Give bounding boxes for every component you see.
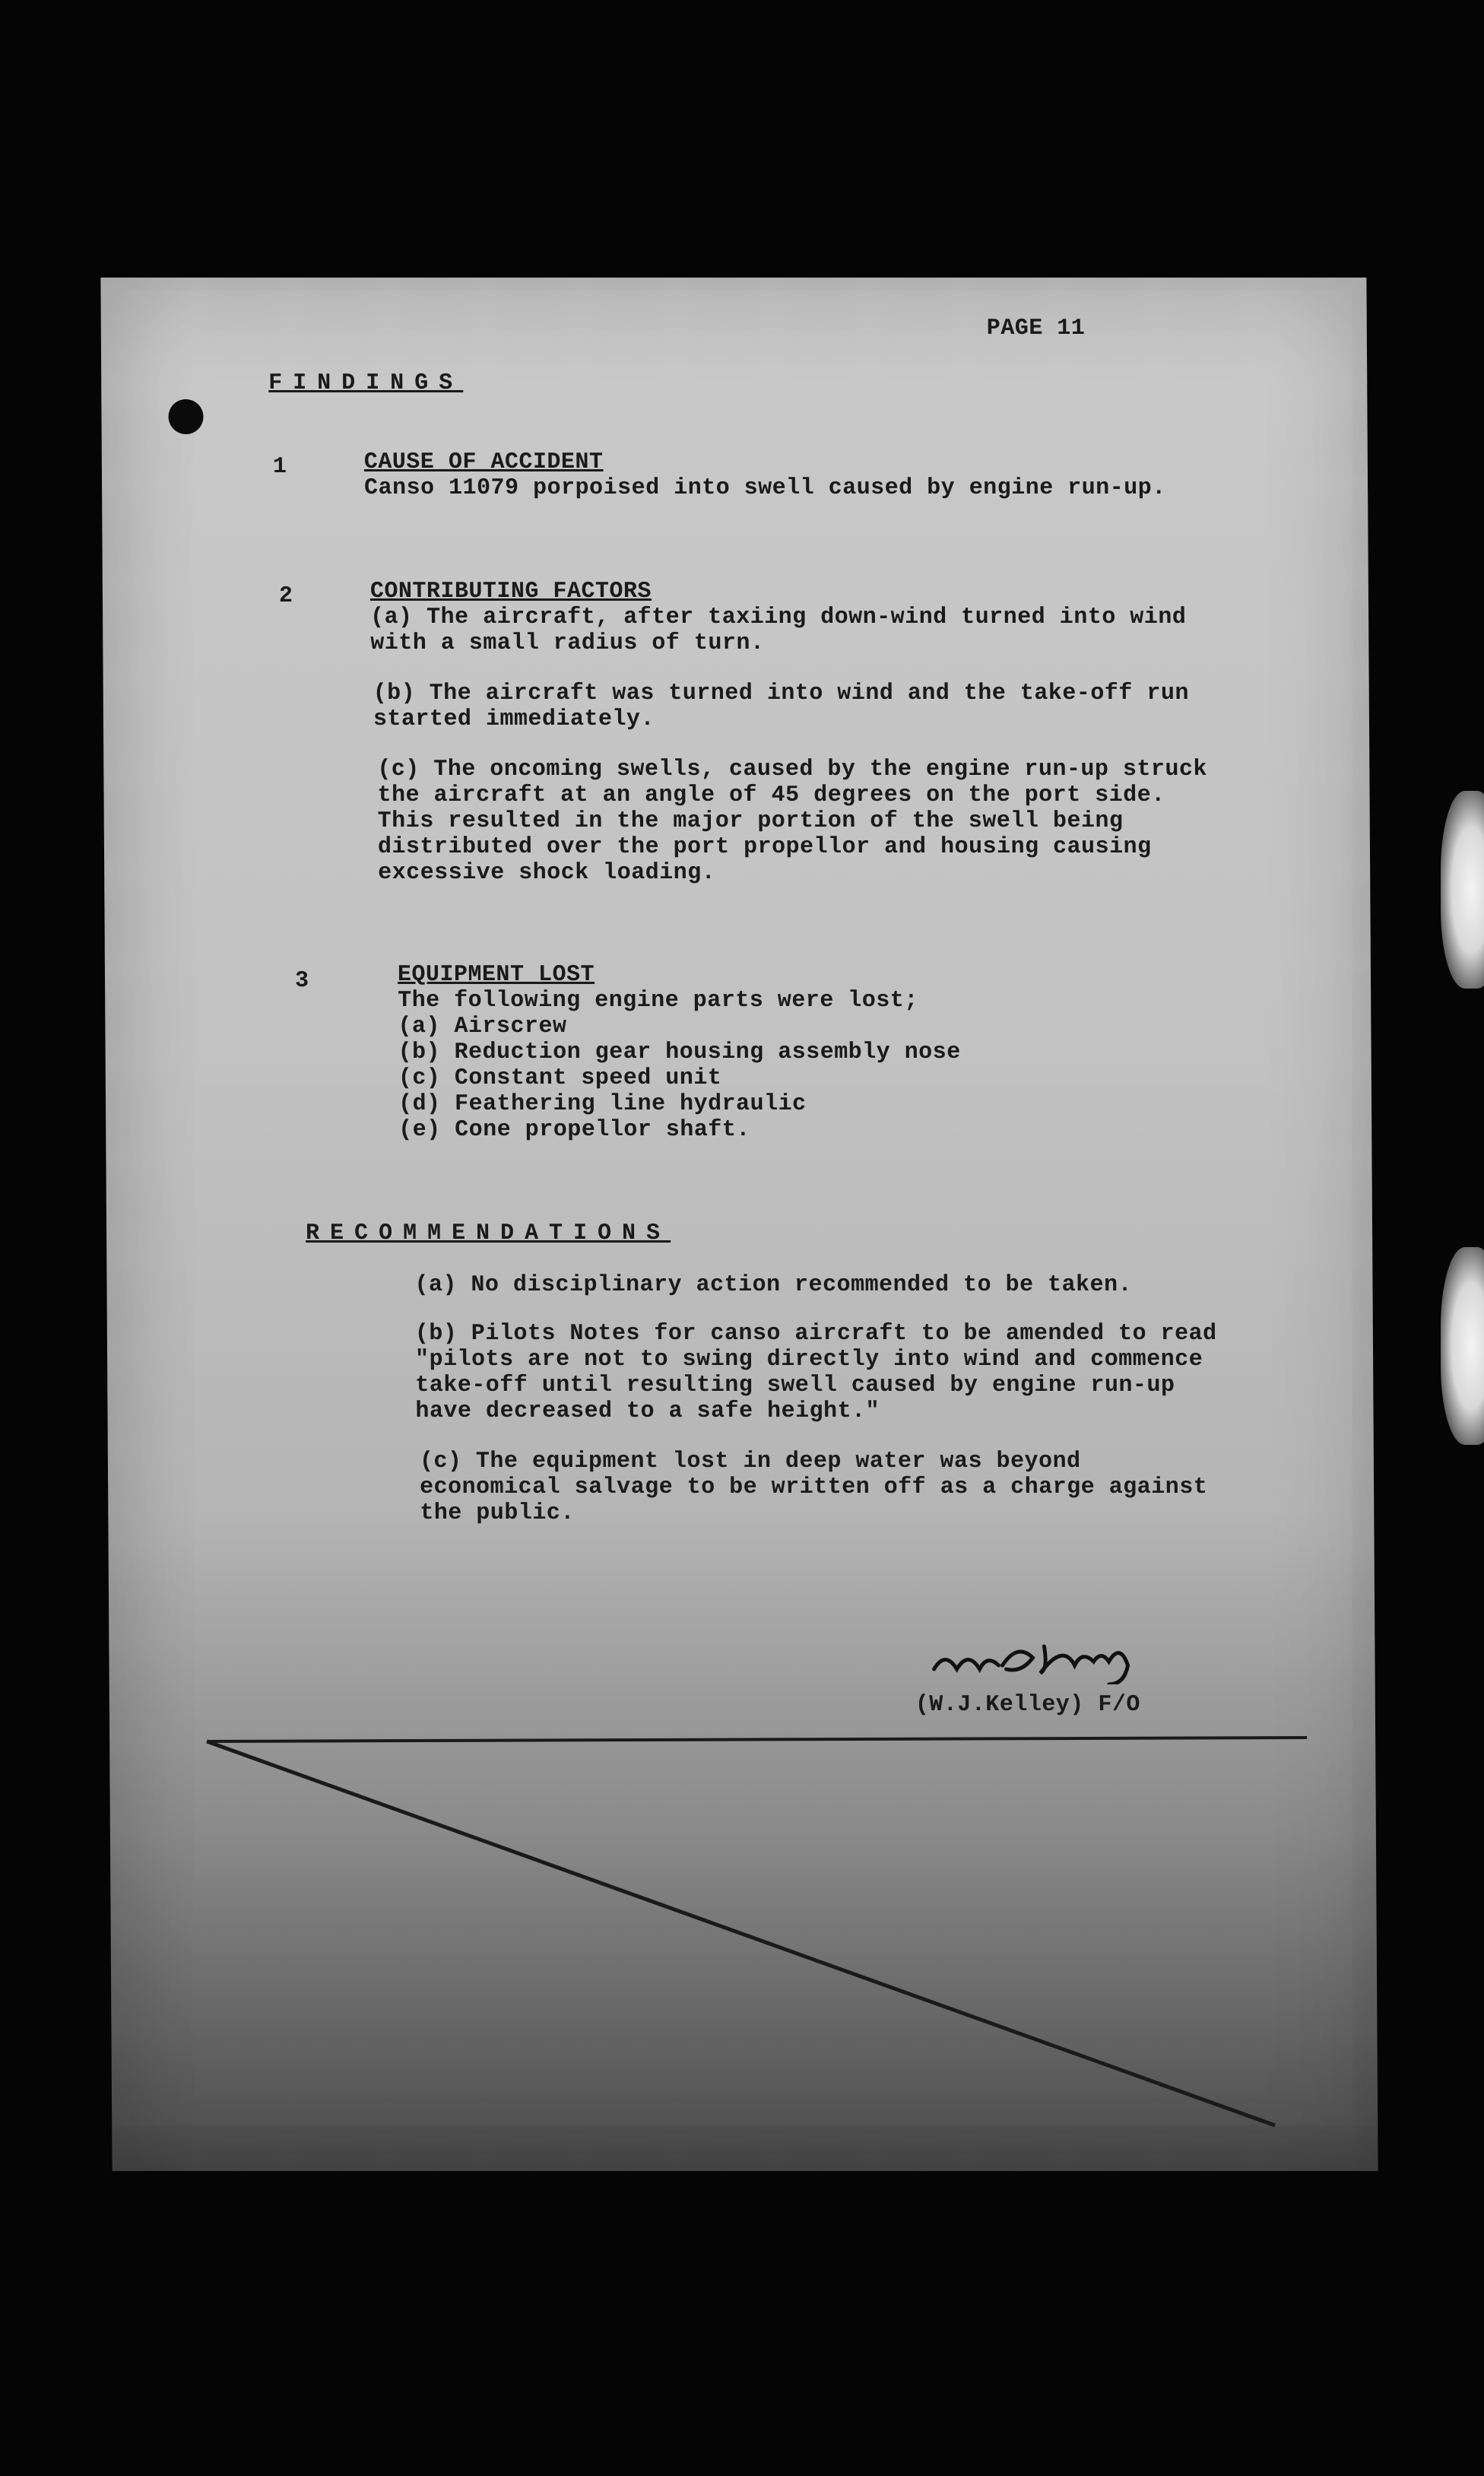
recommendation-c-line3: the public.	[420, 1500, 575, 1526]
finding-2c-line4: distributed over the port propellor and housing causing	[377, 834, 1152, 860]
recommendation-b-line2: "pilots are not to swing directly into wind and commence	[414, 1347, 1203, 1373]
signature-typed: (W.J.Kelley) F/O	[915, 1692, 1141, 1718]
page-number: PAGE 11	[986, 316, 1086, 341]
finding-2-number: 2	[278, 583, 293, 609]
findings-heading: FINDINGS	[268, 370, 464, 396]
finding-2c-line3: This resulted in the major portion of the swell being	[377, 808, 1124, 834]
finding-3-title: EQUIPMENT LOST	[397, 962, 595, 988]
recommendation-c-line2: economical salvage to be written off as a charge against	[420, 1474, 1208, 1500]
finding-3-line6: (e) Cone propellor shaft.	[398, 1117, 750, 1143]
finding-2c-line2: the aircraft at an angle of 45 degrees on the port side.	[377, 782, 1165, 808]
finding-1-number: 1	[272, 454, 287, 480]
finding-2c-line1: (c) The oncoming swells, caused by the engine run-up struck	[377, 757, 1208, 782]
finding-2b-line1: (b) The aircraft was turned into wind and the take-off run	[373, 681, 1190, 706]
binder-clip-top	[1441, 791, 1484, 989]
finding-3-line2: (a) Airscrew	[398, 1014, 567, 1040]
recommendation-b-line1: (b) Pilots Notes for canso aircraft to be amended to read	[414, 1321, 1217, 1347]
finding-3-line1: The following engine parts were lost;	[398, 988, 918, 1014]
recommendation-c-line1: (c) The equipment lost in deep water was beyond	[419, 1449, 1081, 1474]
recommendation-b-line3: take-off until resulting swell caused by engine run-up	[415, 1373, 1175, 1398]
finding-2a-line1: (a) The aircraft, after taxiing down-wind turned into wind	[370, 605, 1187, 630]
finding-2a-line2: with a small radius of turn.	[370, 630, 765, 656]
finding-1-line: Canso 11079 porpoised into swell caused by engine run-up.	[363, 475, 1166, 501]
finding-3-line5: (d) Feathering line hydraulic	[398, 1091, 807, 1117]
binder-clip-bottom	[1441, 1247, 1484, 1445]
finding-1-title: CAUSE OF ACCIDENT	[363, 449, 604, 475]
document-page	[100, 278, 1378, 2171]
recommendation-b-line4: have decreased to a safe height."	[415, 1398, 880, 1424]
finding-3-line3: (b) Reduction gear housing assembly nose	[398, 1040, 961, 1065]
recommendations-heading: RECOMMENDATIONS	[305, 1221, 671, 1246]
recommendation-a: (a) No disciplinary action recommended to be taken.	[414, 1272, 1133, 1298]
finding-2c-line5: excessive shock loading.	[378, 860, 716, 886]
cancellation-lines	[100, 278, 1378, 2171]
finding-3-line4: (c) Constant speed unit	[398, 1065, 722, 1091]
finding-2-title: CONTRIBUTING FACTORS	[369, 579, 652, 605]
finding-2b-line2: started immediately.	[373, 706, 655, 732]
finding-3-number: 3	[294, 968, 309, 994]
